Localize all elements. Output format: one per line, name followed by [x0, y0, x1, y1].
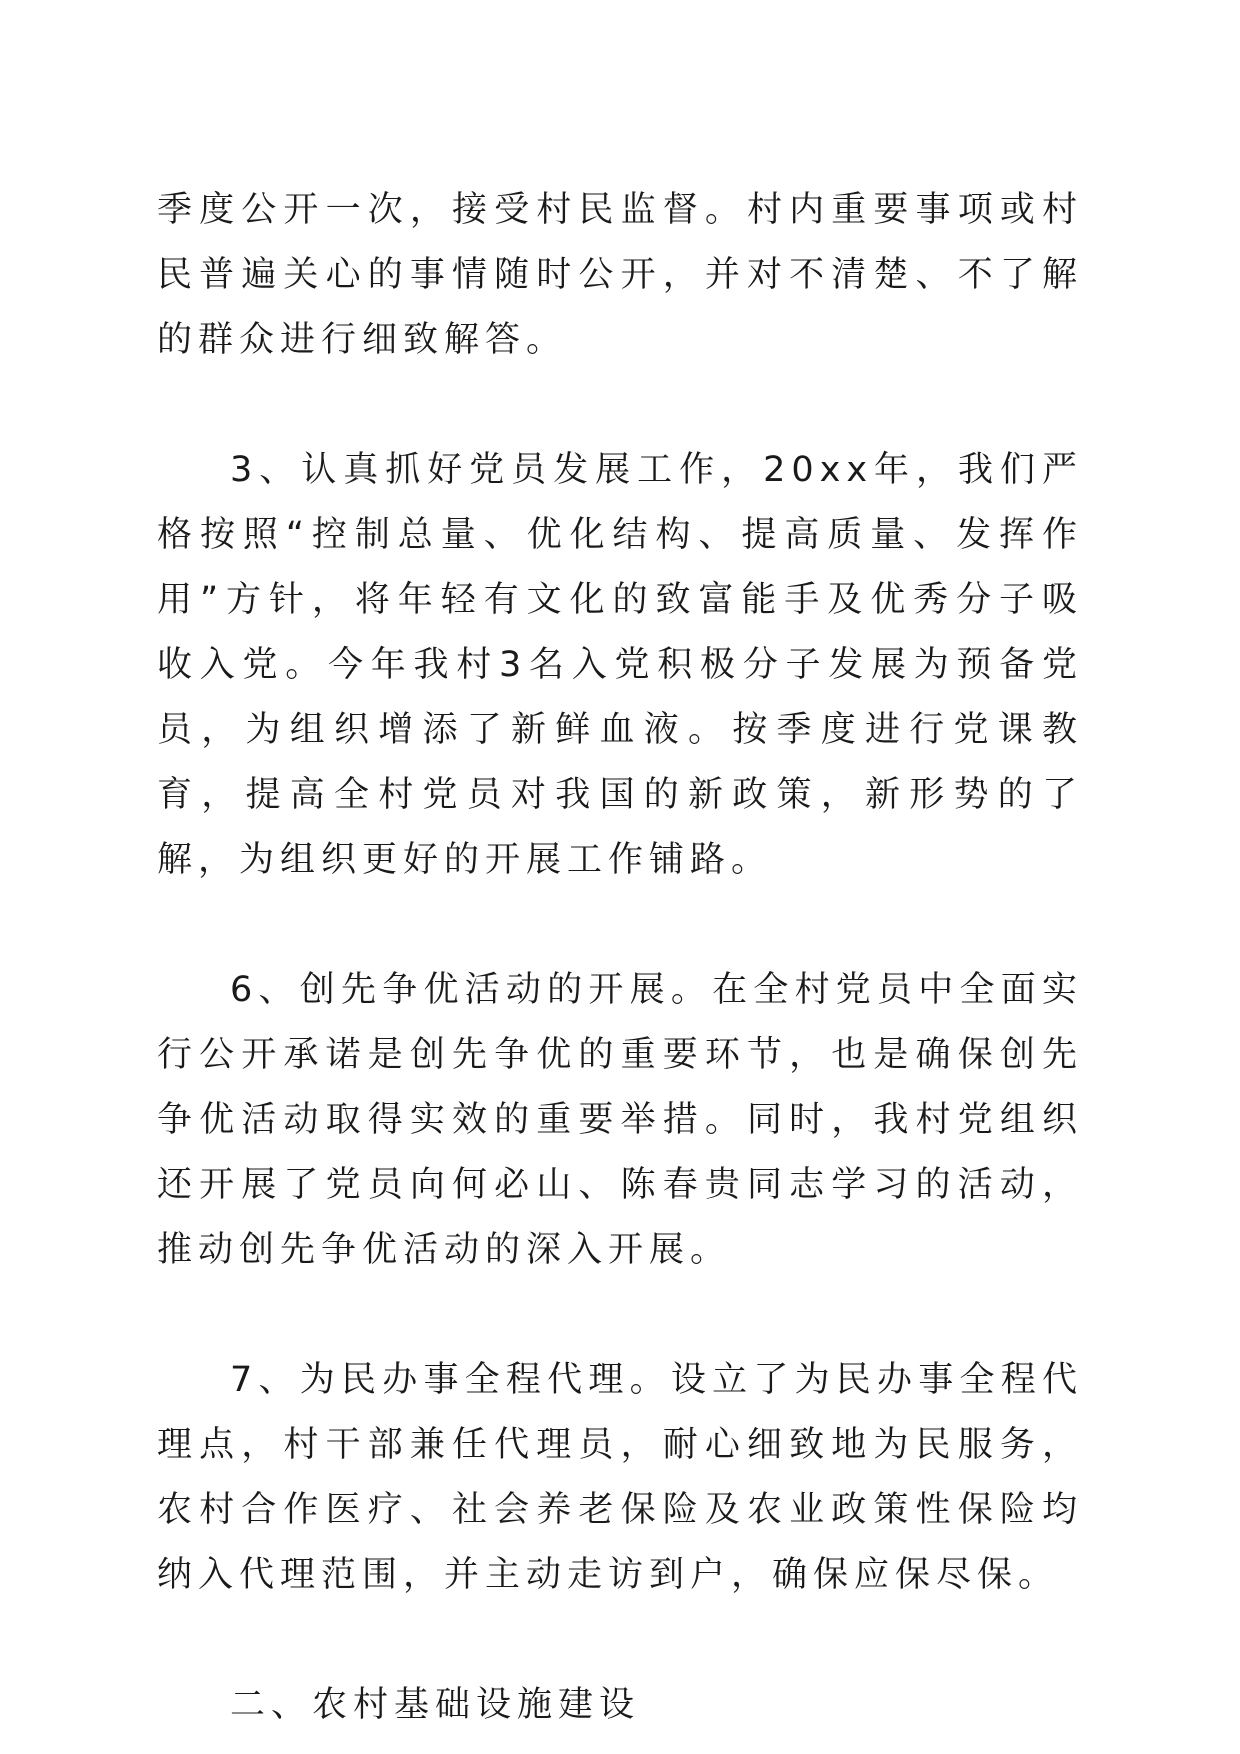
paragraph-continuation: 季度公开一次，接受村民监督。村内重要事项或村民普遍关心的事情随时公开，并对不清楚、不了解的群众进行细致解答。	[157, 190, 1083, 360]
paragraph-item-7: 7、为民办事全程代理。设立了为民办事全程代理点，村干部兼任代理员，耐心细致地为民服务，农村合作医疗、社会养老保险及农业政策性保险均纳入代理范围，并主动走访到户，确保应保尽保。	[157, 1360, 1083, 1595]
paragraph-gap	[157, 1283, 1083, 1348]
paragraph-gap	[157, 1608, 1083, 1673]
paragraph-gap	[157, 373, 1083, 438]
paragraph-gap	[157, 893, 1083, 958]
paragraph-item-6: 6、创先争优活动的开展。在全村党员中全面实行公开承诺是创先争优的重要环节，也是确保创先争优活动取得实效的重要举措。同时，我村党组织还开展了党员向何必山、陈春贵同志学习的活动，推动创先争优活动的深入开展。	[157, 970, 1083, 1270]
section-heading: 二、农村基础设施建设	[230, 1685, 641, 1725]
paragraph-item-3: 3、认真抓好党员发展工作，20xx年，我们严格按照“控制总量、优化结构、提高质量、发挥作用”方针，将年轻有文化的致富能手及优秀分子吸收入党。今年我村3名入党积极分子发展为预备党员，为组织增添了新鲜血液。按季度进行党课教育，提高全村党员对我国的新政策，新形势的了解，为组织更好的开展工作铺路。	[157, 450, 1083, 880]
